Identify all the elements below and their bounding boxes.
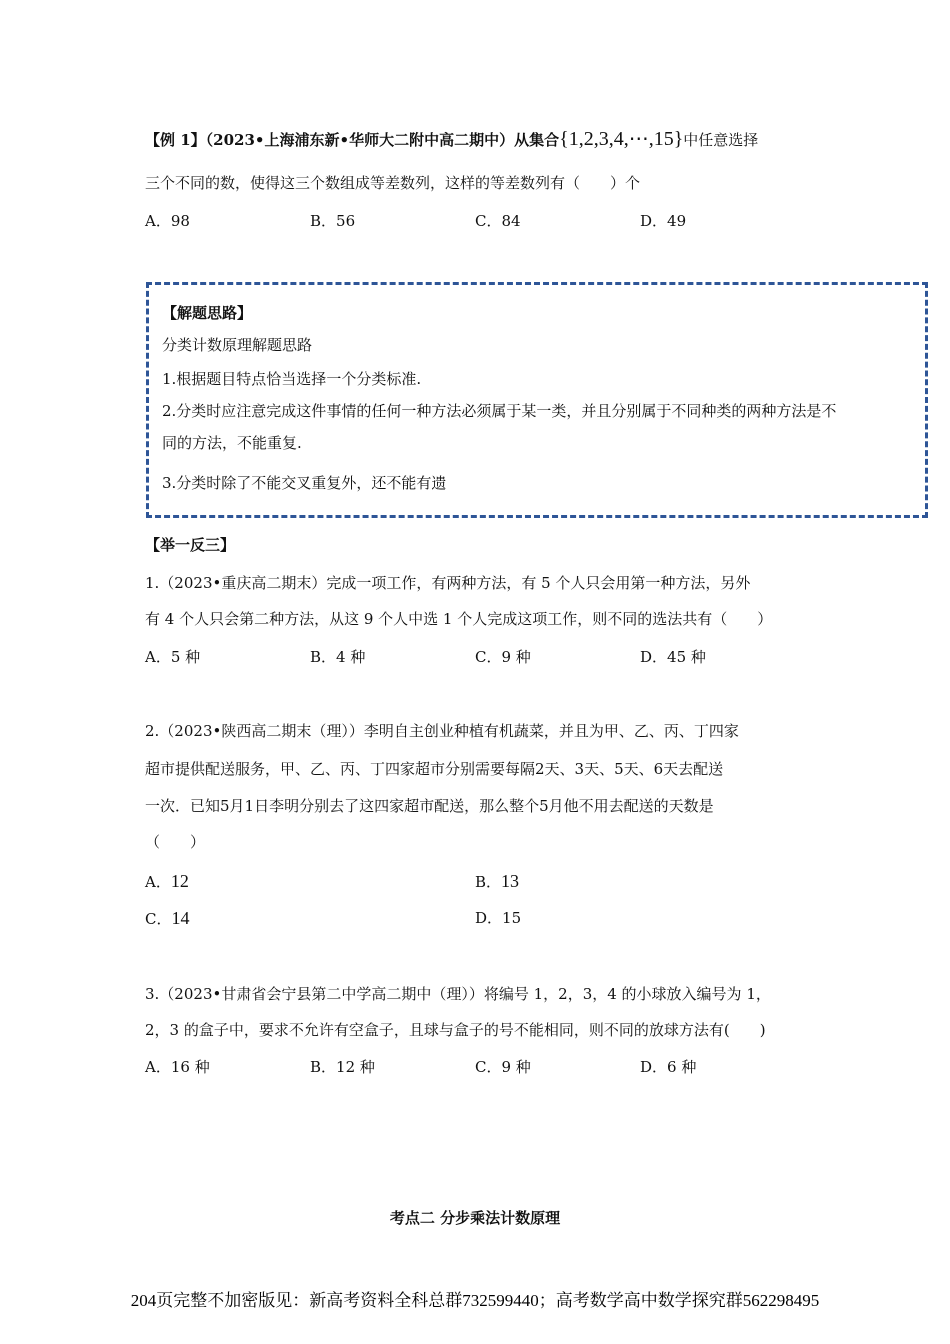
option-c-label: C．	[145, 910, 172, 928]
example1-line1-tail: 中任意选择	[683, 131, 759, 149]
q2-line1: 2.（2023•陕西高二期末（理））李明自主创业种植有机蔬菜，并且为甲、乙、丙、丁四家	[145, 722, 739, 740]
q2-line4: （ ）	[145, 833, 206, 851]
option-a	[145, 870, 189, 893]
option-d: D．15	[475, 909, 522, 927]
q1-line1: 1.（2023•重庆高二期末）完成一项工作，有两种方法，有 5 个人只会用第一种方法，另外	[145, 574, 751, 592]
example1-line1	[145, 128, 758, 151]
option-c	[145, 907, 189, 930]
q2-options-row1	[145, 870, 845, 892]
footer-note: 204页完整不加密版见：新高考资料全科总群732599440；高考数学高中数学探究群562298495	[130, 1291, 820, 1310]
option-a-value: 12	[170, 871, 189, 891]
approach-point-2b: 同的方法，不能重复.	[162, 434, 302, 452]
q2-line3: 一次．已知5月1日李明分别去了这四家超市配送，那么整个5月他不用去配送的天数是	[145, 797, 714, 815]
q1-line2: 有 4 个人只会第二种方法，从这 9 个人中选 1 个人完成这项工作，则不同的选法共有（ ）	[145, 610, 773, 628]
option-b: B．12 种	[310, 1058, 375, 1076]
q1-options	[145, 646, 845, 668]
q3-options	[145, 1056, 845, 1078]
option-c: C．84	[475, 212, 521, 230]
q2-options-row2	[145, 907, 845, 929]
example1-line2: 三个不同的数，使得这三个数组成等差数列，这样的等差数列有（ ）个	[145, 174, 641, 192]
example1-prefix: 【例 1】（2023•上海浦东新•华师大二附中高二期中）从集合	[145, 131, 560, 149]
option-d: D．6 种	[640, 1058, 697, 1076]
example1-options	[145, 210, 845, 232]
option-b: B．4 种	[310, 648, 366, 666]
option-b-label: B．	[475, 873, 502, 891]
option-a-label: A．	[145, 873, 171, 891]
option-a: A．16 种	[145, 1058, 210, 1076]
option-b: B．56	[310, 212, 356, 230]
option-d: D．49	[640, 212, 687, 230]
option-b	[475, 870, 519, 893]
option-d: D．45 种	[640, 648, 706, 666]
approach-point-1: 1.根据题目特点恰当选择一个分类标准.	[162, 370, 422, 388]
set-expression: {1,2,3,4,⋯,15}	[559, 128, 684, 150]
q3-line1: 3.（2023•甘肃省会宁县第二中学高二期中（理））将编号 1，2，3，4 的小球放入编号为 1，	[145, 985, 771, 1003]
option-a: A．98	[145, 212, 190, 230]
option-c: C．9 种	[475, 648, 531, 666]
section-heading: 考点二 分步乘法计数原理	[389, 1209, 561, 1227]
q3-line2: 2，3 的盒子中，要求不允许有空盒子，且球与盒子的号不能相同，则不同的放球方法有( )	[145, 1021, 766, 1039]
option-c: C．9 种	[475, 1058, 531, 1076]
approach-point-3: 3.分类时除了不能交叉重复外，还不能有遗	[162, 474, 447, 492]
approach-point-2a: 2.分类时应注意完成这件事情的任何一种方法必须属于某一类，并且分别属于不同种类的两种方法是不	[162, 402, 837, 420]
option-c-value: 14	[171, 908, 190, 928]
approach-subtitle: 分类计数原理解题思路	[162, 336, 313, 354]
option-a: A．5 种	[145, 648, 201, 666]
q2-line2: 超市提供配送服务，甲、乙、丙、丁四家超市分别需要每隔2天、3天、5天、6天去配送	[145, 760, 724, 778]
option-b-value: 13	[501, 871, 520, 891]
approach-title: 【解题思路】	[162, 304, 253, 322]
approach-box	[146, 282, 928, 518]
practice-title: 【举一反三】	[145, 536, 236, 554]
